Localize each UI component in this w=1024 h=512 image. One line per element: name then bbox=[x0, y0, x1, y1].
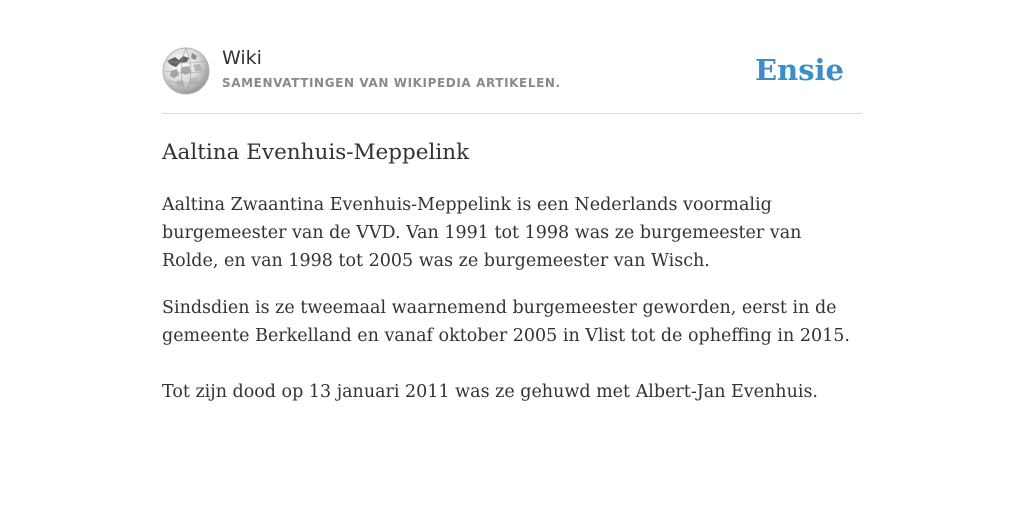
wikipedia-globe-icon[interactable] bbox=[162, 47, 210, 95]
article-paragraph: Sindsdien is ze tweemaal waarnemend burgemeester geworden, eerst in de gemeente Berkelland en vanaf oktober 2005 in Vlist tot de opheffing in 2015. bbox=[162, 298, 850, 346]
site-tagline: SAMENVATTINGEN VAN WIKIPEDIA ARTIKELEN. bbox=[222, 76, 561, 90]
article-paragraph: Aaltina Zwaantina Evenhuis-Meppelink is een Nederlands voormalig burgemeester van de VVD. Van 1991 tot 1998 was ze burgemeester van Rolde, en van 1998 tot 2005 was ze burgemeester van Wisch. bbox=[162, 195, 802, 271]
site-name[interactable]: Wiki bbox=[222, 47, 262, 69]
header-divider bbox=[162, 113, 862, 114]
page-title: Aaltina Evenhuis-Meppelink bbox=[162, 140, 470, 165]
site-header bbox=[162, 44, 862, 98]
article-paragraph: Tot zijn dood op 13 januari 2011 was ze gehuwd met Albert-Jan Evenhuis. bbox=[162, 382, 818, 402]
brand-logo[interactable]: Ensie bbox=[755, 53, 844, 87]
article bbox=[162, 137, 862, 406]
